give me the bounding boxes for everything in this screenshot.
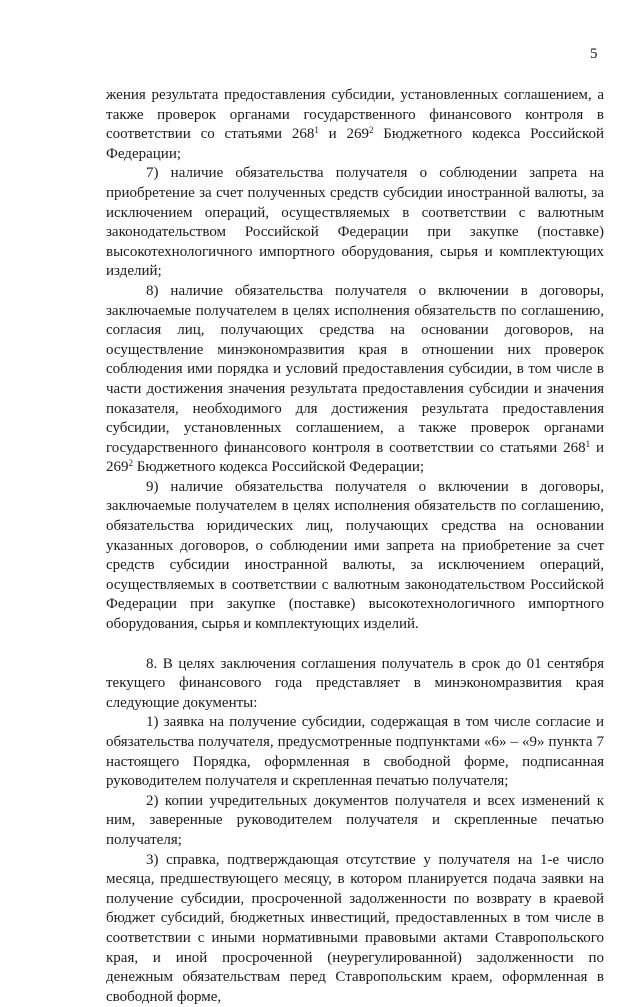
paragraph-doc-3	[106, 851, 604, 1007]
text-run: Бюджетного кодекса Российской Федерации;	[106, 126, 605, 162]
superscript: 1	[314, 125, 319, 136]
text-run: 9) наличие обязательства получателя о включении в договоры, заключаемые получателем в целях исполнения обязательств по соглашению, обязательства юридических лиц, получающих средства на основании указанных договоров, о соблюдении ими запрета на приобретение за счет средств субсидии иностранной валюты, за исключением операций, осуществляемых в соответствии с валютным законодательством Российской Федерации при закупке (поставке) высокотехнологичного импортного оборудования, сырья и комплектующих изделий.	[106, 478, 604, 633]
superscript: 2	[368, 125, 374, 136]
text-run: 7) наличие обязательства получателя о соблюдении запрета на приобретение за счет полученных средств субсидии иностранной валюты, за исключением операций, осуществляемых в соответствии с валютным законодательством Российской Федерации при закупке (поставке) высокотехнологичного импортного оборудования, сырья и комплектующих изделий;	[106, 165, 604, 280]
document-body	[106, 86, 604, 1007]
superscript: 1	[585, 438, 591, 449]
text-run: Бюджетного кодекса Российской Федерации;	[133, 459, 425, 476]
superscript: 2	[128, 458, 133, 469]
text-run: 2) копии учредительных документов получателя и всех изменений к ним, заверенные руководителем получателя и скрепленные печатью получателя;	[106, 792, 604, 848]
page-number: 5	[590, 46, 598, 62]
text-run: 8. В целях заключения соглашения получатель в срок до 01 сентября текущего финансового года представляет в минэкономразвития края следующие документы:	[106, 655, 604, 711]
text-run: и 269	[318, 126, 369, 143]
paragraph-item-9	[106, 478, 604, 635]
paragraph-cont	[106, 86, 604, 164]
paragraph-doc-1	[106, 713, 604, 791]
text-run: 3) справка, подтверждающая отсутствие у получателя на 1-е число месяца, предшествующего месяцу, в котором планируется подача заявки на получение субсидии, просроченной задолженности по возврату в краевой бюджет субсидий, бюджетных инвестиций, предоставленных в том числе в соответствии с иными нормативными правовыми актами Ставропольского края, и иной просроченной (неурегулированной) задолженности по денежным обязательствам перед Ставропольским краем, оформленная в свободной форме,	[106, 851, 604, 1005]
paragraph-item-8	[106, 282, 604, 478]
text-run: 1) заявка на получение субсидии, содержащая в том числе согласие и обязательства получателя, предусмотренные подпунктами «6» – «9» пункта 7 настоящего Порядка, оформленная в свободной форме, подписанная руководителем получателя и скрепленная печатью получателя;	[106, 714, 604, 790]
text-run: и 269	[106, 439, 604, 476]
text-run: жения результата предоставления субсидии, установленных соглашением, а также проверок органами государственного финансового контроля в соответствии со статьями 268	[106, 87, 604, 143]
text-run: 8) наличие обязательства получателя о включении в договоры, заключаемые получателем в целях исполнения обязательств по соглашению, согласия лиц, получающих средства на основании договоров, на осуществление минэкономразвития края в отношении них проверок соблюдения ими порядка и условий предоставления субсидии, в том числе в части достижения значения результата предоставления субсидии и значения показателя, необходимого для достижения результата предоставления субсидии, установленных соглашением, а также проверок органами государственного финансового контроля в соответствии со статьями 268	[106, 282, 604, 456]
paragraph-item-7	[106, 164, 604, 282]
paragraph-doc-2	[106, 792, 604, 851]
paragraph-section-8	[106, 655, 604, 714]
